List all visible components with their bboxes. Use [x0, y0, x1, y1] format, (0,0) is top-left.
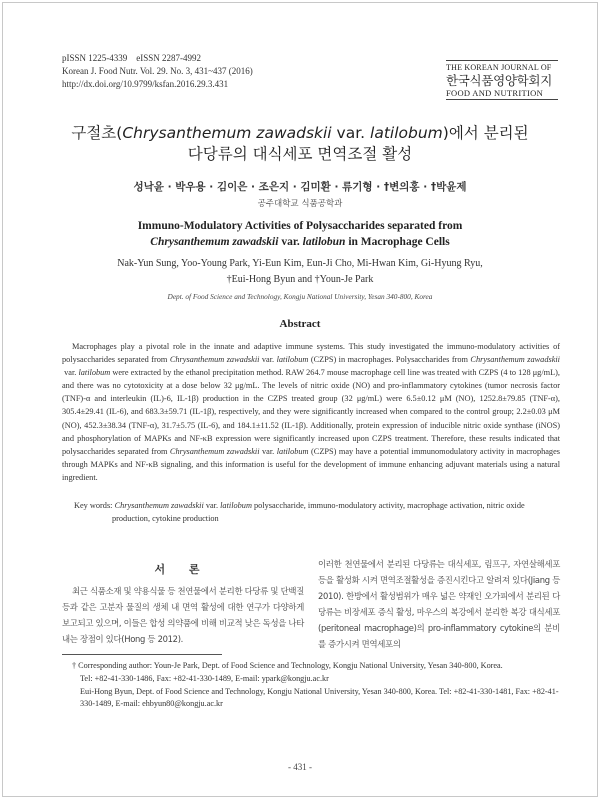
intro-right-column: 이러한 천연물에서 분리된 다당류는 대식세포, 림프구, 자연살해세포 등을 활성화 시켜 면역조절활성을 증진시킨다고 알려져 있다(Jiang 등 2010). 한방에서 활성범위가 매우 넓은 약재인 오가피에서 분리된 다당류는 비장세포 증식 활성, 마우스의 복강에서 분리한 복강 대식세포(peritoneal macrophage)의 pro-inflammatory cytokine의 분비를 증가시켜 면역세포의 [318, 559, 560, 649]
english-title-line2 [0, 236, 600, 248]
citation-line: Korean J. Food Nutr. Vol. 29. No. 3, 431~437 (2016) [62, 66, 253, 76]
abstract-body [62, 340, 560, 484]
korean-title-line1 [0, 121, 600, 143]
title-ko-species: Chrysanthemum zawadskii [122, 124, 332, 142]
abstract-text-5: were extracted by the ethanol precipitation method. RAW 264.7 mouse macrophage cell line was treated with CZPS (4 to 128 μg/mL), and there was no cytotoxicity at a dose below 32 μg/mL. The levels of nitric oxide (NO) and pro-inflammatory cytokines (tumor necrosis factor (TNF)-α and interleukin (IL)-6, IL-1β) production in the CZPS treated group (32 μg/mL) were 6.5±0.12 μM (NO), 1252.8±79.85 (TNF-α), 305.4±29.41 (IL-6), and 683.3±59.71 (IL-1β), respectively, and they were significantly increased when compared to the control group; 2.2±0.03 μM (NO), 452.3±38.34 (TNF-α), 31.7±5.75 (IL-6), and 184.1±11.52 (IL-1β). Additionally, protein expression of inducible nitric oxide synthase (iNOS) and phosphorylation of MAPKs and NF-κB expression were significantly increased upon CZPS treatment. Therefore, these results indicated that polysaccharides separated from [62, 368, 560, 456]
section-heading-introduction: 서 론 [154, 563, 210, 576]
abstract-species-1: Chrysanthemum zawadskii [169, 355, 260, 365]
keywords-label: Key words: [74, 501, 115, 510]
title-ko-prefix: 구절초( [71, 124, 123, 142]
citation-header [62, 52, 253, 91]
title-en-suffix: in Macrophage Cells [345, 236, 450, 248]
abstract-variety-2: latilobum [78, 368, 111, 378]
keywords-var: var. [203, 501, 221, 510]
footnote-divider [62, 654, 222, 655]
abstract-text-2: var. [259, 355, 277, 365]
doi-link[interactable]: http://dx.doi.org/10.9799/ksfan.2016.29.3.431 [62, 79, 229, 89]
korean-affiliation: 공주대학교 식품공학과 [257, 199, 343, 209]
abstract-variety-1: latilobum [276, 355, 309, 365]
footnote-corresponding-1: † Corresponding author: Youn-Je Park, Dept. of Food Science and Technology, Kongju National University, Yesan 340-800, Korea. [72, 661, 503, 670]
english-authors-line2: †Eui-Hong Byun and †Youn-Je Park [226, 274, 374, 285]
abstract-text-4: var. [62, 368, 79, 378]
title-en-species: Chrysanthemum zawadskii [150, 236, 279, 248]
issn-line: pISSN 1225-4339 eISSN 2287-4992 [62, 53, 202, 63]
title-en-variety: latilobun [302, 236, 346, 248]
keywords-species: Chrysanthemum zawadskii [114, 501, 204, 510]
english-affiliation: Dept. of Food Science and Technology, Kongju National University, Yesan 340-800, Korea [167, 292, 433, 301]
title-ko-variety: latilobum [370, 124, 443, 142]
keywords [62, 499, 560, 525]
abstract-variety-3: latilobum [276, 446, 309, 456]
english-authors-line1: Nak-Yun Sung, Yoo-Young Park, Yi-Eun Kim, Eun-Ji Cho, Mi-Hwan Kim, Gi-Hyung Ryu, [117, 258, 483, 269]
abstract-species-3: Chrysanthemum zawadskii [169, 446, 260, 456]
footnote [62, 660, 560, 711]
journal-logo [446, 60, 558, 100]
abstract-heading: Abstract [279, 318, 321, 330]
footnote-corresponding-1-contact: Tel: +82-41-330-1486, Fax: +82-41-330-1489, E-mail: ypark@kongju.ac.kr [80, 673, 329, 683]
page-number: - 431 - [288, 762, 312, 772]
title-en-var: var. [278, 236, 303, 248]
intro-left-column: 최근 식품소재 및 약용식물 등 천연물에서 분리한 다당류 및 단백질 등과 같은 고분자 물질의 생체 내 면역 활성에 대한 연구가 다양하게 보고되고 있으며, 이들은 합성 의약품에 비해 비교적 낮은 독성을 나타내는 장점이 있다(Hong 등 2012). [62, 586, 304, 644]
footnote-corresponding-2: Eui-Hong Byun, Dept. of Food Science and Technology, Kongju National University, Yesan 340-800, Korea. Tel: +82-41-330-1481, Fax: +82-41-330-1489, E-mail: ehbyun80@kongju.ac.kr [80, 686, 559, 709]
keywords-list: polysaccharide, immuno-modulatory activity, macrophage activation, nitric oxide production, cytokine production [112, 501, 525, 523]
keywords-variety: latilobum [220, 501, 252, 510]
korean-authors: 성낙윤 · 박우용 · 김이은 · 조은지 · 김미환 · 류기형 · †변의홍 · †박윤제 [133, 181, 467, 193]
abstract-text-1: Macrophages play a pivotal role in the innate and adaptive immune systems. This study investigated the immuno-modulatory activities of polysaccharides separated from [62, 342, 560, 365]
journal-name-en-bottom: FOOD AND NUTRITION [446, 88, 544, 98]
korean-title-line2: 다당류의 대식세포 면역조절 활성 [187, 145, 413, 163]
journal-name-ko: 한국식품영양학회지 [446, 73, 552, 88]
title-ko-suffix: )에서 분리된 [442, 124, 529, 142]
english-title-line1: Immuno-Modulatory Activities of Polysaccharides separated from [137, 220, 463, 232]
abstract-text-7: (CZPS) may have a potential immunomodulatory activity in macrophages through MAPKs and NF-κB signaling, and this information is useful for the development of immune enhancing adjuvant materials using a natural ingredient. [62, 446, 560, 482]
abstract-text-6: var. [259, 446, 277, 456]
abstract-text-3: (CZPS) in macrophages. Polysaccharides from [308, 355, 471, 365]
journal-name-en-top: THE KOREAN JOURNAL OF [446, 63, 552, 72]
abstract-species-2: Chrysanthemum zawadskii [470, 355, 560, 365]
title-ko-var: var. [331, 124, 371, 142]
